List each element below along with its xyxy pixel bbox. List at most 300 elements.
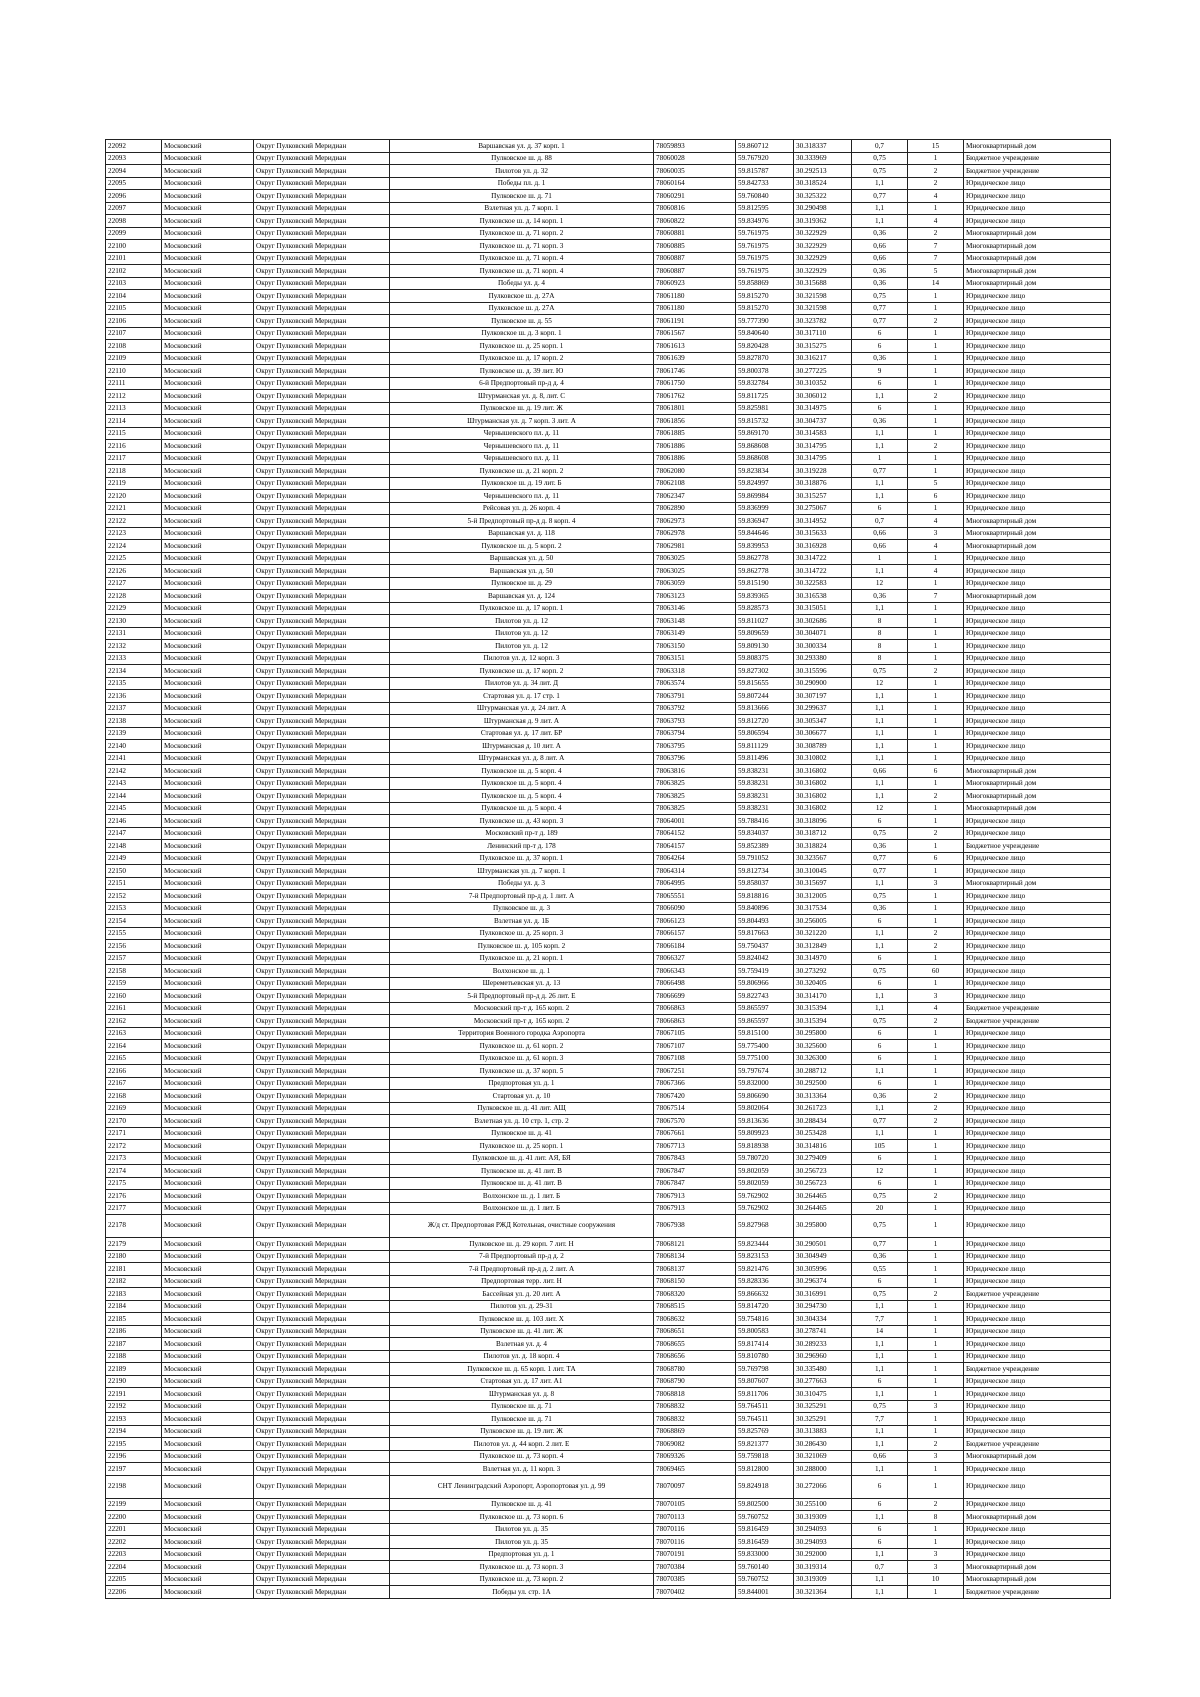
district-cell: Московский — [162, 665, 254, 678]
object-code-cell: 78068832 — [654, 1413, 736, 1426]
container-volume-cell: 1,1 — [852, 177, 908, 190]
container-count-cell: 1 — [908, 1325, 964, 1338]
row-id-cell: 22112 — [106, 390, 162, 403]
container-volume-cell: 1,1 — [852, 1388, 908, 1401]
longitude-cell: 30.315394 — [794, 1015, 852, 1028]
district-cell: Московский — [162, 940, 254, 953]
row-id-cell: 22109 — [106, 352, 162, 365]
longitude-cell: 30.305347 — [794, 715, 852, 728]
container-volume-cell: 6 — [852, 1040, 908, 1053]
latitude-cell: 59.800378 — [736, 365, 794, 378]
latitude-cell: 59.811725 — [736, 390, 794, 403]
address-cell: Пулковское ш. д. 39 лит. Ю — [390, 365, 654, 378]
row-id-cell: 22152 — [106, 890, 162, 903]
latitude-cell: 59.769798 — [736, 1363, 794, 1376]
row-id-cell: 22144 — [106, 790, 162, 803]
district-cell: Московский — [162, 1165, 254, 1178]
table-row — [106, 865, 1111, 878]
object-code-cell: 78066498 — [654, 977, 736, 990]
container-volume-cell: 1,1 — [852, 1350, 908, 1363]
longitude-cell: 30.316802 — [794, 765, 852, 778]
longitude-cell: 30.294730 — [794, 1300, 852, 1313]
latitude-cell: 59.760752 — [736, 1511, 794, 1524]
row-id-cell: 22100 — [106, 240, 162, 253]
latitude-cell: 59.811706 — [736, 1388, 794, 1401]
table-row — [106, 690, 1111, 703]
table-row — [106, 265, 1111, 278]
object-code-cell: 78068832 — [654, 1400, 736, 1413]
object-code-cell: 78067107 — [654, 1040, 736, 1053]
latitude-cell: 59.823834 — [736, 465, 794, 478]
district-cell: Московский — [162, 577, 254, 590]
row-id-cell: 22167 — [106, 1077, 162, 1090]
object-code-cell: 78063025 — [654, 552, 736, 565]
municipal-okrug-cell: Округ Пулковский Меридиан — [254, 340, 390, 353]
table-row — [106, 640, 1111, 653]
owner-type-cell: Юридическое лицо — [964, 1275, 1111, 1288]
address-cell: Волхонское ш. д. 1 лит. Б — [390, 1202, 654, 1215]
object-code-cell: 78061762 — [654, 390, 736, 403]
longitude-cell: 30.310475 — [794, 1388, 852, 1401]
row-id-cell: 22204 — [106, 1561, 162, 1574]
object-code-cell: 78067108 — [654, 1052, 736, 1065]
latitude-cell: 59.777390 — [736, 315, 794, 328]
latitude-cell: 59.840640 — [736, 327, 794, 340]
district-cell: Московский — [162, 290, 254, 303]
longitude-cell: 30.314722 — [794, 552, 852, 565]
table-row — [106, 715, 1111, 728]
object-code-cell: 78063025 — [654, 565, 736, 578]
row-id-cell: 22116 — [106, 440, 162, 453]
longitude-cell: 30.316217 — [794, 352, 852, 365]
longitude-cell: 30.304737 — [794, 415, 852, 428]
municipal-okrug-cell: Округ Пулковский Меридиан — [254, 677, 390, 690]
address-cell: Пулковское ш. д. 37 корп. 5 — [390, 1065, 654, 1078]
container-volume-cell: 6 — [852, 1375, 908, 1388]
municipal-okrug-cell: Округ Пулковский Меридиан — [254, 665, 390, 678]
longitude-cell: 30.312005 — [794, 890, 852, 903]
table-row — [106, 1586, 1111, 1599]
address-cell: Пулковское ш. д. 71 корп. 2 — [390, 227, 654, 240]
object-code-cell: 78061801 — [654, 402, 736, 415]
latitude-cell: 59.811129 — [736, 740, 794, 753]
table-row — [106, 1511, 1111, 1524]
address-cell: Шереметьевская ул. д. 13 — [390, 977, 654, 990]
address-cell: Пулковское ш. д. 5 корп. 4 — [390, 765, 654, 778]
municipal-okrug-cell: Округ Пулковский Меридиан — [254, 1573, 390, 1586]
owner-type-cell: Юридическое лицо — [964, 1338, 1111, 1351]
owner-type-cell: Юридическое лицо — [964, 665, 1111, 678]
container-volume-cell: 8 — [852, 640, 908, 653]
table-row — [106, 1350, 1111, 1363]
longitude-cell: 30.316538 — [794, 590, 852, 603]
container-count-cell: 1 — [908, 1140, 964, 1153]
object-code-cell: 78063796 — [654, 752, 736, 765]
row-id-cell: 22128 — [106, 590, 162, 603]
municipal-okrug-cell: Округ Пулковский Меридиан — [254, 752, 390, 765]
container-count-cell: 1 — [908, 427, 964, 440]
address-cell: Территория Военного городка Аэропорта — [390, 1027, 654, 1040]
container-volume-cell: 0,77 — [852, 1115, 908, 1128]
municipal-okrug-cell: Округ Пулковский Меридиан — [254, 427, 390, 440]
owner-type-cell: Юридическое лицо — [964, 827, 1111, 840]
registry-table-body — [106, 140, 1111, 1599]
container-count-cell: 1 — [908, 652, 964, 665]
row-id-cell: 22096 — [106, 190, 162, 203]
table-row — [106, 877, 1111, 890]
table-row — [106, 652, 1111, 665]
container-count-cell: 3 — [908, 1548, 964, 1561]
address-cell: Штурманская д. 10 лит. А — [390, 740, 654, 753]
container-volume-cell: 6 — [852, 402, 908, 415]
container-count-cell: 1 — [908, 702, 964, 715]
address-cell: Московский пр-т д. 189 — [390, 827, 654, 840]
municipal-okrug-cell: Округ Пулковский Меридиан — [254, 977, 390, 990]
table-row — [106, 902, 1111, 915]
district-cell: Московский — [162, 777, 254, 790]
address-cell: Победы ул. стр. 1А — [390, 1586, 654, 1599]
longitude-cell: 30.306012 — [794, 390, 852, 403]
container-volume-cell: 1,1 — [852, 1586, 908, 1599]
table-row — [106, 815, 1111, 828]
row-id-cell: 22132 — [106, 640, 162, 653]
owner-type-cell: Юридическое лицо — [964, 752, 1111, 765]
district-cell: Московский — [162, 177, 254, 190]
object-code-cell: 78063146 — [654, 602, 736, 615]
row-id-cell: 22160 — [106, 990, 162, 1003]
object-code-cell: 78063574 — [654, 677, 736, 690]
owner-type-cell: Юридическое лицо — [964, 477, 1111, 490]
container-volume-cell: 1,1 — [852, 1002, 908, 1015]
district-cell: Московский — [162, 1288, 254, 1301]
table-row — [106, 1498, 1111, 1511]
municipal-okrug-cell: Округ Пулковский Меридиан — [254, 1300, 390, 1313]
table-row — [106, 402, 1111, 415]
object-code-cell: 78066863 — [654, 1002, 736, 1015]
row-id-cell: 22117 — [106, 452, 162, 465]
longitude-cell: 30.300334 — [794, 640, 852, 653]
municipal-okrug-cell: Округ Пулковский Меридиан — [254, 440, 390, 453]
longitude-cell: 30.288000 — [794, 1463, 852, 1476]
municipal-okrug-cell: Округ Пулковский Меридиан — [254, 1238, 390, 1251]
municipal-okrug-cell: Округ Пулковский Меридиан — [254, 1065, 390, 1078]
container-volume-cell: 1,1 — [852, 990, 908, 1003]
owner-type-cell: Юридическое лицо — [964, 340, 1111, 353]
table-row — [106, 1190, 1111, 1203]
longitude-cell: 30.306677 — [794, 727, 852, 740]
latitude-cell: 59.802500 — [736, 1498, 794, 1511]
container-count-cell: 7 — [908, 252, 964, 265]
container-volume-cell: 6 — [852, 1152, 908, 1165]
district-cell: Московский — [162, 752, 254, 765]
longitude-cell: 30.314795 — [794, 440, 852, 453]
container-volume-cell: 1,1 — [852, 927, 908, 940]
owner-type-cell: Юридическое лицо — [964, 615, 1111, 628]
district-cell: Московский — [162, 1002, 254, 1015]
row-id-cell: 22098 — [106, 215, 162, 228]
latitude-cell: 59.838231 — [736, 790, 794, 803]
owner-type-cell: Многоквартирный дом — [964, 227, 1111, 240]
object-code-cell: 78063059 — [654, 577, 736, 590]
address-cell: Пилотов ул. д. 35 — [390, 1536, 654, 1549]
row-id-cell: 22189 — [106, 1363, 162, 1376]
table-row — [106, 1300, 1111, 1313]
district-cell: Московский — [162, 1263, 254, 1276]
latitude-cell: 59.767920 — [736, 152, 794, 165]
district-cell: Московский — [162, 827, 254, 840]
table-row — [106, 1561, 1111, 1574]
owner-type-cell: Юридическое лицо — [964, 690, 1111, 703]
latitude-cell: 59.812595 — [736, 202, 794, 215]
object-code-cell: 78064314 — [654, 865, 736, 878]
container-volume-cell: 0,75 — [852, 665, 908, 678]
longitude-cell: 30.321364 — [794, 1586, 852, 1599]
latitude-cell: 59.839365 — [736, 590, 794, 603]
latitude-cell: 59.764511 — [736, 1400, 794, 1413]
longitude-cell: 30.275067 — [794, 502, 852, 515]
container-count-cell: 1 — [908, 977, 964, 990]
address-cell: Пилотов ул. д. 44 корп. 2 лит. Е — [390, 1438, 654, 1451]
latitude-cell: 59.833000 — [736, 1548, 794, 1561]
container-volume-cell: 8 — [852, 627, 908, 640]
row-id-cell: 22145 — [106, 802, 162, 815]
district-cell: Московский — [162, 1300, 254, 1313]
municipal-okrug-cell: Округ Пулковский Меридиан — [254, 227, 390, 240]
row-id-cell: 22131 — [106, 627, 162, 640]
district-cell: Московский — [162, 515, 254, 528]
table-row — [106, 740, 1111, 753]
latitude-cell: 59.816459 — [736, 1523, 794, 1536]
latitude-cell: 59.834037 — [736, 827, 794, 840]
latitude-cell: 59.812720 — [736, 715, 794, 728]
container-volume-cell: 1,1 — [852, 477, 908, 490]
district-cell: Московский — [162, 1548, 254, 1561]
row-id-cell: 22115 — [106, 427, 162, 440]
owner-type-cell: Юридическое лицо — [964, 1102, 1111, 1115]
address-cell: 7-й Предпортовый пр-д д. 2 — [390, 1250, 654, 1263]
municipal-okrug-cell: Округ Пулковский Меридиан — [254, 1152, 390, 1165]
table-row — [106, 627, 1111, 640]
object-code-cell: 78060887 — [654, 265, 736, 278]
table-row — [106, 802, 1111, 815]
latitude-cell: 59.827968 — [736, 1215, 794, 1238]
district-cell: Московский — [162, 302, 254, 315]
object-code-cell: 78070116 — [654, 1536, 736, 1549]
address-cell: Пилотов ул. д. 18 корп. 4 — [390, 1350, 654, 1363]
container-volume-cell: 0,36 — [852, 277, 908, 290]
latitude-cell: 59.823444 — [736, 1238, 794, 1251]
longitude-cell: 30.333969 — [794, 152, 852, 165]
longitude-cell: 30.290900 — [794, 677, 852, 690]
object-code-cell: 78067713 — [654, 1140, 736, 1153]
latitude-cell: 59.840896 — [736, 902, 794, 915]
table-row — [106, 540, 1111, 553]
municipal-okrug-cell: Округ Пулковский Меридиан — [254, 1002, 390, 1015]
object-code-cell: 78068137 — [654, 1263, 736, 1276]
latitude-cell: 59.807607 — [736, 1375, 794, 1388]
container-count-cell: 1 — [908, 415, 964, 428]
address-cell: Пулковское ш. д. 105 корп. 2 — [390, 940, 654, 953]
municipal-okrug-cell: Округ Пулковский Меридиан — [254, 1498, 390, 1511]
object-code-cell: 78067847 — [654, 1165, 736, 1178]
address-cell: Пулковское ш. д. 41 лит. В — [390, 1165, 654, 1178]
table-row — [106, 1238, 1111, 1251]
district-cell: Московский — [162, 1463, 254, 1476]
container-count-cell: 1 — [908, 1250, 964, 1263]
latitude-cell: 59.827870 — [736, 352, 794, 365]
municipal-okrug-cell: Округ Пулковский Меридиан — [254, 465, 390, 478]
table-row — [106, 1250, 1111, 1263]
latitude-cell: 59.838231 — [736, 765, 794, 778]
longitude-cell: 30.294093 — [794, 1523, 852, 1536]
longitude-cell: 30.264465 — [794, 1190, 852, 1203]
container-volume-cell: 12 — [852, 1165, 908, 1178]
district-cell: Московский — [162, 1215, 254, 1238]
longitude-cell: 30.319314 — [794, 1561, 852, 1574]
container-count-cell: 1 — [908, 202, 964, 215]
address-cell: Варшавская ул. д. 124 — [390, 590, 654, 603]
container-count-cell: 8 — [908, 1511, 964, 1524]
latitude-cell: 59.834976 — [736, 215, 794, 228]
latitude-cell: 59.839953 — [736, 540, 794, 553]
row-id-cell: 22172 — [106, 1140, 162, 1153]
owner-type-cell: Юридическое лицо — [964, 452, 1111, 465]
container-count-cell: 1 — [908, 465, 964, 478]
object-code-cell: 78067661 — [654, 1127, 736, 1140]
owner-type-cell: Юридическое лицо — [964, 852, 1111, 865]
owner-type-cell: Юридическое лицо — [964, 952, 1111, 965]
latitude-cell: 59.862778 — [736, 552, 794, 565]
row-id-cell: 22156 — [106, 940, 162, 953]
row-id-cell: 22178 — [106, 1215, 162, 1238]
longitude-cell: 30.326300 — [794, 1052, 852, 1065]
container-volume-cell: 0,75 — [852, 1400, 908, 1413]
municipal-okrug-cell: Округ Пулковский Меридиан — [254, 140, 390, 153]
object-code-cell: 78063318 — [654, 665, 736, 678]
longitude-cell: 30.318712 — [794, 827, 852, 840]
table-row — [106, 702, 1111, 715]
district-cell: Московский — [162, 602, 254, 615]
table-row — [106, 1313, 1111, 1326]
object-code-cell: 78061567 — [654, 327, 736, 340]
district-cell: Московский — [162, 202, 254, 215]
municipal-okrug-cell: Округ Пулковский Меридиан — [254, 590, 390, 603]
row-id-cell: 22148 — [106, 840, 162, 853]
row-id-cell: 22196 — [106, 1450, 162, 1463]
latitude-cell: 59.762902 — [736, 1202, 794, 1215]
district-cell: Московский — [162, 927, 254, 940]
container-count-cell: 1 — [908, 1363, 964, 1376]
row-id-cell: 22200 — [106, 1511, 162, 1524]
table-row — [106, 1215, 1111, 1238]
container-count-cell: 1 — [908, 1475, 964, 1498]
table-row — [106, 1573, 1111, 1586]
container-count-cell: 4 — [908, 565, 964, 578]
container-count-cell: 2 — [908, 1190, 964, 1203]
address-cell: Пулковское ш. д. 25 корп. 3 — [390, 927, 654, 940]
row-id-cell: 22114 — [106, 415, 162, 428]
longitude-cell: 30.316928 — [794, 540, 852, 553]
owner-type-cell: Юридическое лицо — [964, 1052, 1111, 1065]
row-id-cell: 22093 — [106, 152, 162, 165]
container-count-cell: 1 — [908, 1425, 964, 1438]
container-count-cell: 4 — [908, 540, 964, 553]
container-volume-cell: 0,36 — [852, 590, 908, 603]
longitude-cell: 30.315697 — [794, 877, 852, 890]
district-cell: Московский — [162, 1363, 254, 1376]
container-volume-cell: 1,1 — [852, 215, 908, 228]
row-id-cell: 22119 — [106, 477, 162, 490]
container-count-cell: 1 — [908, 1300, 964, 1313]
longitude-cell: 30.315257 — [794, 490, 852, 503]
address-cell: Пулковское ш. д. 19 лит. Ж — [390, 402, 654, 415]
container-volume-cell: 6 — [852, 1052, 908, 1065]
longitude-cell: 30.273292 — [794, 965, 852, 978]
longitude-cell: 30.322583 — [794, 577, 852, 590]
table-row — [106, 1275, 1111, 1288]
address-cell: Московский пр-т д. 165 корп. 2 — [390, 1015, 654, 1028]
latitude-cell: 59.816459 — [736, 1536, 794, 1549]
owner-type-cell: Юридическое лицо — [964, 602, 1111, 615]
container-count-cell: 1 — [908, 1536, 964, 1549]
owner-type-cell: Юридическое лицо — [964, 190, 1111, 203]
container-volume-cell: 1,1 — [852, 1511, 908, 1524]
owner-type-cell: Многоквартирный дом — [964, 590, 1111, 603]
address-cell: Волхонское ш. д. 1 лит. Б — [390, 1190, 654, 1203]
owner-type-cell: Юридическое лицо — [964, 427, 1111, 440]
longitude-cell: 30.323782 — [794, 315, 852, 328]
owner-type-cell: Юридическое лицо — [964, 890, 1111, 903]
row-id-cell: 22139 — [106, 727, 162, 740]
address-cell: Пулковское ш. д. 17 корп. 2 — [390, 665, 654, 678]
longitude-cell: 30.315596 — [794, 665, 852, 678]
district-cell: Московский — [162, 377, 254, 390]
address-cell: Победы ул. д. 3 — [390, 877, 654, 890]
longitude-cell: 30.322929 — [794, 252, 852, 265]
row-id-cell: 22101 — [106, 252, 162, 265]
address-cell: Пулковское ш. д. 71 корп. 4 — [390, 265, 654, 278]
district-cell: Московский — [162, 165, 254, 178]
district-cell: Московский — [162, 190, 254, 203]
latitude-cell: 59.828336 — [736, 1275, 794, 1288]
object-code-cell: 78062890 — [654, 502, 736, 515]
table-row — [106, 215, 1111, 228]
municipal-okrug-cell: Округ Пулковский Меридиан — [254, 177, 390, 190]
longitude-cell: 30.321598 — [794, 302, 852, 315]
table-row — [106, 390, 1111, 403]
district-cell: Московский — [162, 327, 254, 340]
municipal-okrug-cell: Округ Пулковский Меридиан — [254, 1202, 390, 1215]
address-cell: Пулковское ш. д. 71 корп. 3 — [390, 240, 654, 253]
container-count-cell: 1 — [908, 1077, 964, 1090]
row-id-cell: 22094 — [106, 165, 162, 178]
container-volume-cell: 7,7 — [852, 1313, 908, 1326]
municipal-okrug-cell: Округ Пулковский Меридиан — [254, 777, 390, 790]
longitude-cell: 30.286430 — [794, 1438, 852, 1451]
district-cell: Московский — [162, 615, 254, 628]
object-code-cell: 78070384 — [654, 1561, 736, 1574]
object-code-cell: 78067570 — [654, 1115, 736, 1128]
address-cell: Пулковское ш. д. 5 корп. 4 — [390, 777, 654, 790]
longitude-cell: 30.277663 — [794, 1375, 852, 1388]
table-row — [106, 240, 1111, 253]
latitude-cell: 59.761975 — [736, 252, 794, 265]
object-code-cell: 78067251 — [654, 1065, 736, 1078]
address-cell: Пулковское ш. д. 61 корп. 3 — [390, 1052, 654, 1065]
table-row — [106, 552, 1111, 565]
municipal-okrug-cell: Округ Пулковский Меридиан — [254, 1438, 390, 1451]
owner-type-cell: Юридическое лицо — [964, 1127, 1111, 1140]
